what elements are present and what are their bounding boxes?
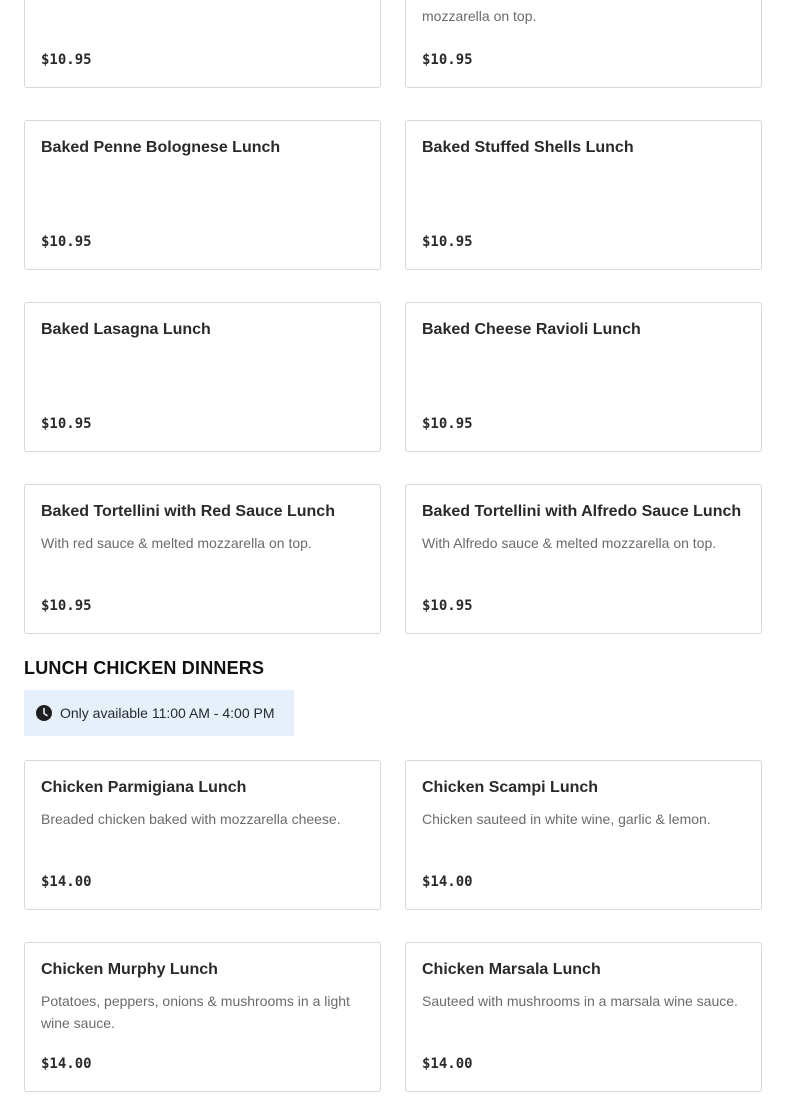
menu-item-title: Chicken Marsala Lunch <box>422 961 601 978</box>
menu-item-price: $14.00 <box>422 1056 473 1072</box>
availability-text: Only available 11:00 AM - 4:00 PM <box>60 705 275 721</box>
menu-item-price: $10.95 <box>41 234 92 250</box>
menu-item-description: Breaded chicken baked with mozzarella cheese. <box>41 811 341 827</box>
menu-item-price: $14.00 <box>422 874 473 890</box>
menu-item-description: With Alfredo sauce & melted mozzarella on top. <box>422 535 717 551</box>
menu-item-card[interactable] <box>24 0 381 88</box>
menu-item-card[interactable] <box>24 484 381 634</box>
menu-item-description: Sauteed with mushrooms in a marsala wine sauce. <box>422 993 738 1009</box>
menu-item-price: $10.95 <box>422 52 473 68</box>
menu-item-price: $14.00 <box>41 1056 92 1072</box>
section-title: LUNCH CHICKEN DINNERS <box>24 658 265 678</box>
menu-item-description: With red sauce & melted mozzarella on top. <box>41 535 312 551</box>
menu-item-price: $14.00 <box>41 874 92 890</box>
menu-item-title: Baked Tortellini with Red Sauce Lunch <box>41 503 335 520</box>
menu-item-card[interactable] <box>405 760 762 910</box>
menu-item-card[interactable] <box>405 120 762 270</box>
menu-item-description: Potatoes, peppers, onions & mushrooms in a light wine sauce. <box>41 993 350 1031</box>
menu-item-card[interactable] <box>24 942 381 1092</box>
menu-item-title: Chicken Parmigiana Lunch <box>41 779 247 796</box>
menu-item-card[interactable] <box>405 942 762 1092</box>
menu-item-price: $10.95 <box>422 416 473 432</box>
menu-item-card[interactable] <box>405 484 762 634</box>
menu-item-title: Baked Penne Bolognese Lunch <box>41 139 281 156</box>
menu-item-card[interactable] <box>24 760 381 910</box>
clock-icon <box>36 705 52 721</box>
menu-item-title: Chicken Scampi Lunch <box>422 779 599 796</box>
menu-item-price: $10.95 <box>422 234 473 250</box>
availability-banner <box>24 690 294 736</box>
menu-item-card[interactable] <box>24 302 381 452</box>
menu-item-price: $10.95 <box>422 598 473 614</box>
menu-item-title: Baked Cheese Ravioli Lunch <box>422 321 641 338</box>
menu-item-title: Baked Lasagna Lunch <box>41 321 211 338</box>
menu-item-card[interactable] <box>405 0 762 88</box>
menu-item-title: Baked Tortellini with Alfredo Sauce Lunch <box>422 503 742 520</box>
menu-item-description: Chicken sauteed in white wine, garlic & lemon. <box>422 811 711 827</box>
menu-item-price: $10.95 <box>41 52 92 68</box>
menu-item-card[interactable] <box>405 302 762 452</box>
menu-item-price: $10.95 <box>41 416 92 432</box>
menu-item-title: Baked Stuffed Shells Lunch <box>422 139 634 156</box>
menu-item-card[interactable] <box>24 120 381 270</box>
menu-item-description: mozzarella on top. <box>422 8 537 24</box>
menu-item-title: Chicken Murphy Lunch <box>41 961 218 978</box>
menu-item-price: $10.95 <box>41 598 92 614</box>
